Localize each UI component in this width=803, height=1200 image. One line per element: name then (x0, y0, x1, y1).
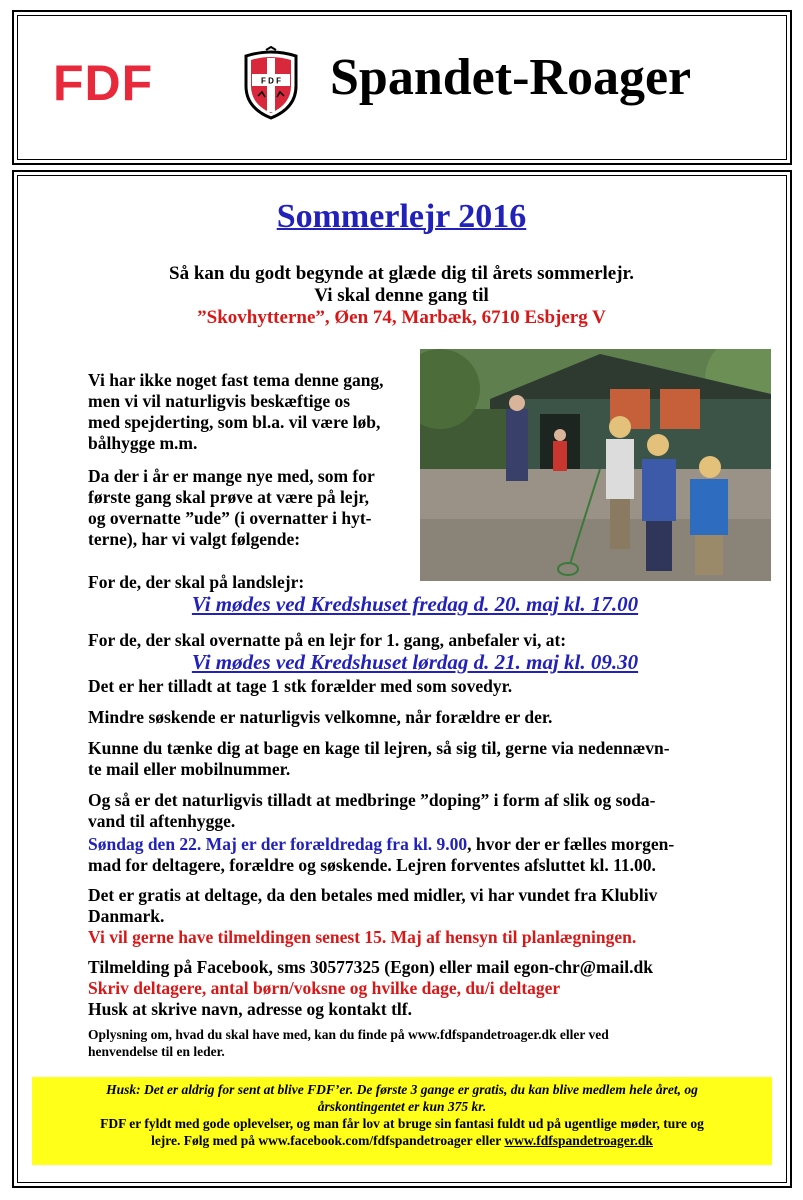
notice-line: FDF er fyldt med gode oplevelser, og man får lov at bruge sin fantasi fuldt ud på ugentlige møder, ture og (100, 1116, 704, 1131)
notice-line: årskontingentet er kun 375 kr. (317, 1099, 487, 1114)
meeting-saturday: Vi mødes ved Kredshuset lørdag d. 21. maj kl. 09.30 (191, 650, 639, 674)
text-line: te mail eller mobilnummer. (88, 759, 291, 779)
new-members-paragraph (88, 466, 418, 550)
text-span: , hvor der er fælles morgen- (467, 834, 675, 854)
intro (0, 263, 803, 329)
text-line: Vi har ikke noget fast tema denne gang, (88, 370, 384, 390)
text-line: henvendelse til en leder. (88, 1044, 225, 1059)
club-name: Spandet-Roager (330, 49, 692, 106)
sunday-highlight: Søndag den 22. Maj er der forældredag fra kl. 9.00 (88, 834, 468, 854)
text-line (88, 834, 738, 855)
text-line: Kunne du tænke dig at bage en kage til lejren, så sig til, gerne via nedennævn- (88, 738, 670, 758)
text-line: og overnatte ”ude” (i overnatter i hyt- (88, 508, 372, 528)
siblings-note: Mindre søskende er naturligvis velkomne, når forældre er der. (88, 707, 553, 727)
text-line: men vi vil naturligvis beskæftige os (88, 391, 351, 411)
doping-paragraph (88, 790, 728, 832)
svg-text:F D F: F D F (261, 76, 281, 86)
camp-location: ”Skovhytterne”, Øen 74, Marbæk, 6710 Esbjerg V (197, 307, 606, 328)
notice-line: Husk: Det er aldrig for sent at blive FDF’er. De første 3 gange er gratis, du kan blive medlem hele året, og (106, 1082, 698, 1097)
signup-remember: Husk at skrive navn, adresse og kontakt tlf. (88, 999, 412, 1019)
parent-note: Det er her tilladt at tage 1 stk forælder med som sovedyr. (88, 676, 513, 696)
text-line: Danmark. (88, 906, 165, 926)
fdf-logo: FDF (53, 55, 154, 111)
info-paragraph (88, 1026, 748, 1060)
theme-paragraph (88, 370, 418, 454)
signup-line: Tilmelding på Facebook, sms 30577325 (Egon) eller mail egon-chr@mail.dk (88, 957, 653, 977)
text-line: Det er gratis at deltage, da den betales med midler, vi har vundet fra Klubliv (88, 885, 658, 905)
text-line: mad for deltagere, forældre og søskende. Lejren forventes afsluttet kl. 11.00. (88, 855, 656, 875)
meeting-friday: Vi mødes ved Kredshuset fredag d. 20. maj kl. 17.00 (191, 592, 639, 616)
notice-line (40, 1132, 764, 1149)
intro-line-1: Så kan du godt begynde at glæde dig til årets sommerlejr. (169, 263, 634, 284)
first-time-label: For de, der skal overnatte på en lejr for 1. gang, anbefaler vi, at: (88, 630, 567, 650)
text-line: Og så er det naturligvis tilladt at medbringe ”doping” i form af slik og soda- (88, 790, 656, 810)
page-title: Sommerlejr 2016 (276, 198, 527, 235)
text-line: første gang skal prøve at være på lejr, (88, 487, 369, 507)
text-line: terne), har vi valgt følgende: (88, 529, 301, 549)
sunday-paragraph (88, 834, 738, 876)
text-line: med spejderting, som bl.a. vil være løb, (88, 412, 381, 432)
deadline-note: Vi vil gerne have tilmeldingen senest 15. Maj af hensyn til planlægningen. (88, 927, 637, 947)
intro-line-2: Vi skal denne gang til (314, 285, 489, 306)
signup-instructions: Skriv deltagere, antal børn/voksne og hvilke dage, du/i deltager (88, 978, 561, 998)
website-link[interactable]: www.fdfspandetroager.dk (504, 1133, 653, 1148)
text-span: lejre. Følg med på www.facebook.com/fdfspandetroager eller (151, 1133, 505, 1148)
camp-cabin-photo (420, 349, 771, 581)
fdf-crest-icon (238, 46, 304, 120)
cake-paragraph (88, 738, 728, 780)
text-line: Da der i år er mange nye med, som for (88, 466, 375, 486)
text-line: bålhygge m.m. (88, 433, 198, 453)
text-line: vand til aftenhygge. (88, 811, 236, 831)
signup-paragraph (88, 957, 748, 1020)
membership-notice (32, 1077, 772, 1165)
free-paragraph (88, 885, 738, 948)
landslejr-label: For de, der skal på landslejr: (88, 572, 305, 592)
text-line: Oplysning om, hvad du skal have med, kan du finde på www.fdfspandetroager.dk eller ved (88, 1027, 609, 1042)
